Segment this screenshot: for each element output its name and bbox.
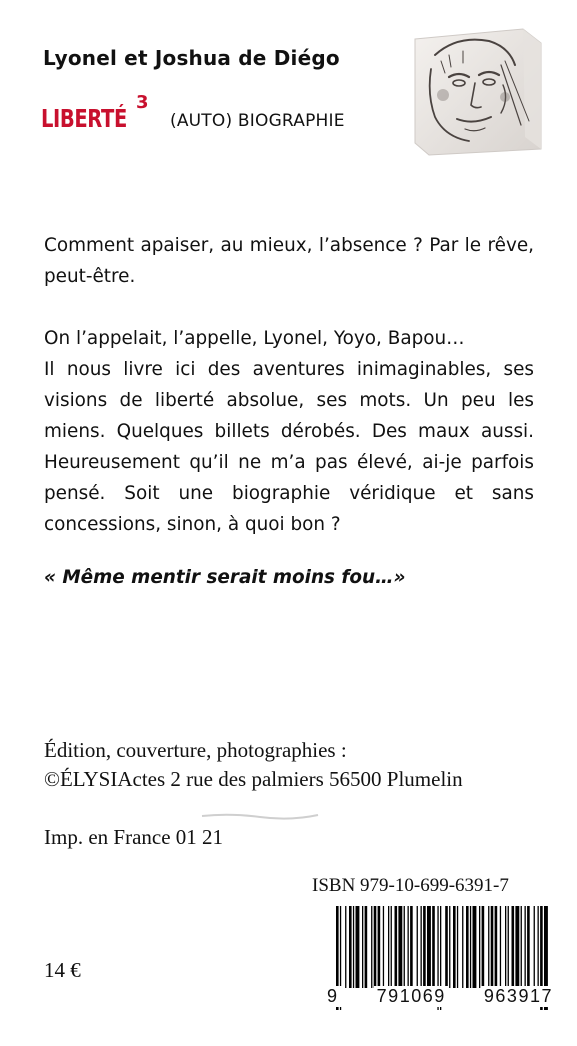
authors-line: Lyonel et Joshua de Diégo: [43, 46, 340, 70]
publisher-address: ©ÉLYSIActes 2 rue des palmiers 56500 Plumelin: [44, 767, 463, 791]
blurb-paragraph-2: [44, 323, 534, 540]
blurb-quote: « Même mentir serait moins fou…»: [44, 567, 406, 588]
blurb-paragraph-1: Comment apaiser, au mieux, l’absence ? Par le rêve, peut-être.: [44, 235, 534, 287]
printing-info: Imp. en France 01 21: [44, 825, 224, 849]
barcode-digits: [324, 986, 556, 1007]
print-smudge: [200, 808, 320, 826]
book-title: LIBERTÉ: [41, 104, 127, 133]
book-title-superscript: 3: [136, 92, 149, 113]
barcode-digit-group-2: 963917: [481, 986, 556, 1007]
genre-label: (AUTO) BIOGRAPHIE: [170, 111, 345, 131]
barcode-digit-first: 9: [324, 986, 342, 1007]
barcode-digit-group-1: 791069: [374, 986, 449, 1007]
blurb-paragraph-2-body: Il nous livre ici des aventures inimaginables, ses visions de liberté absolue, ses mots. Un peu les miens. Quelques billets dérobés. Des maux aussi. Heureusement qu’il ne m’a pas élevé, ai-je parfois pensé. Soit une biographie véridique et sans concessions, sinon, à quoi bon ?: [44, 359, 534, 535]
price-label: 14 €: [44, 958, 81, 982]
isbn-label: ISBN 979-10-699-6391-7: [312, 875, 509, 896]
edition-credit: Édition, couverture, photographies :: [44, 738, 347, 762]
portrait-icon: [405, 25, 545, 157]
blurb-paragraph-2-first-line: On l’appelait, l’appelle, Lyonel, Yoyo, Bapou…: [44, 328, 465, 349]
